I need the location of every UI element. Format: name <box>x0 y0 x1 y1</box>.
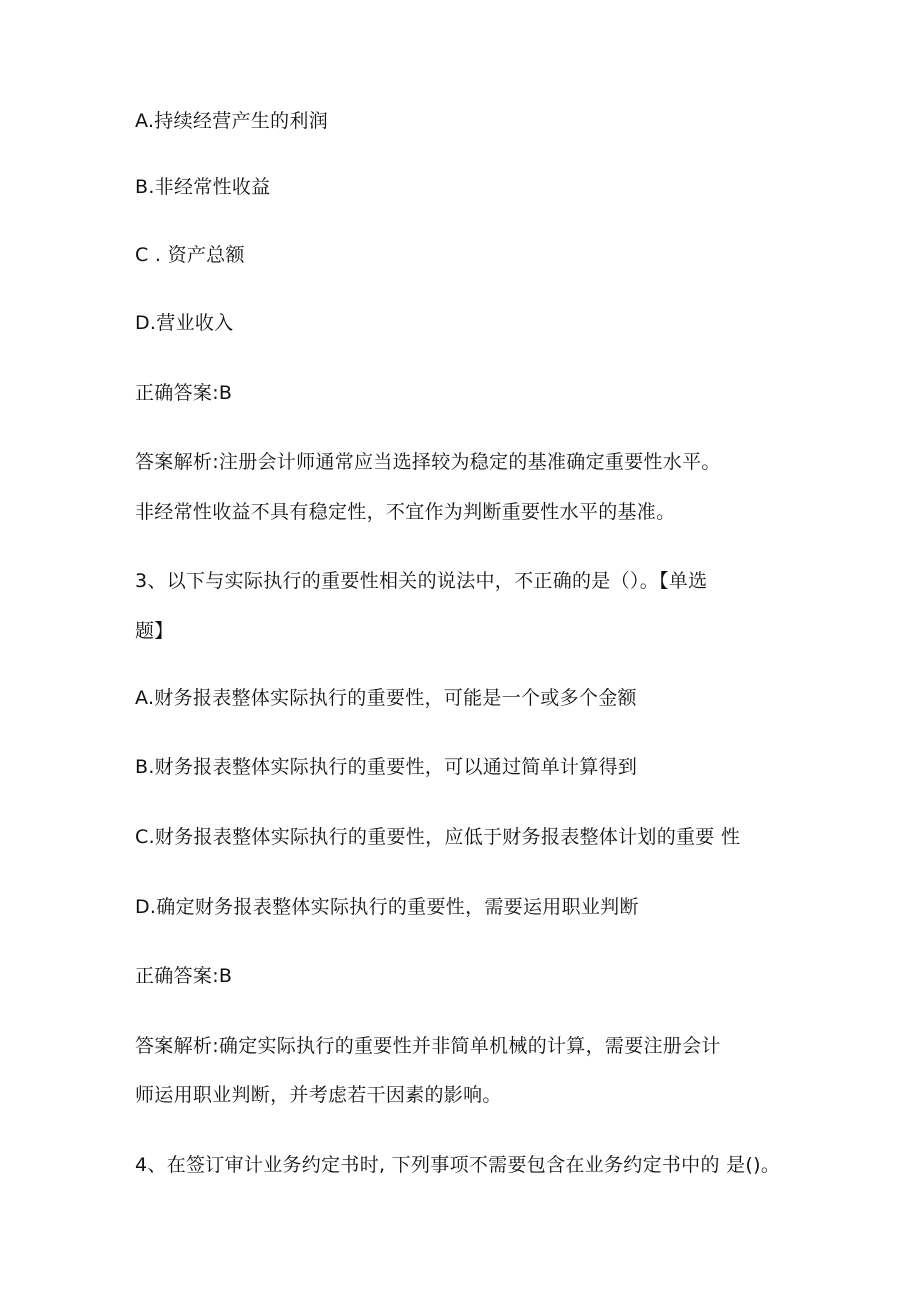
q2-option-d: D.营业收入 <box>135 312 234 334</box>
q2-analysis-line-2: 非经常性收益不具有稳定性，不宜作为判断重要性水平的基准。 <box>135 501 676 523</box>
q3-option-c: C.财务报表整体实际执行的重要性，应低于财务报表整体计划的重要 性 <box>135 826 741 848</box>
q3-analysis-line-1: 答案解析:确定实际执行的重要性并非简单机械的计算，需要注册会计 <box>135 1035 721 1057</box>
q3-option-d: D.确定财务报表整体实际执行的重要性，需要运用职业判断 <box>135 896 639 918</box>
q4-question-line-1: 4、在签订审计业务约定书时, 下列事项不需要包含在业务约定书中的 是()。 <box>135 1154 781 1176</box>
q3-analysis-line-2: 师运用职业判断，并考虑若干因素的影响。 <box>135 1084 502 1106</box>
q3-question-line-2: 题】 <box>135 620 174 642</box>
q2-correct-answer: 正确答案:B <box>135 382 233 404</box>
q2-option-a: A.持续经营产生的利润 <box>135 110 329 132</box>
q2-option-c: C . 资产总额 <box>135 244 245 266</box>
q3-correct-answer: 正确答案:B <box>135 965 233 987</box>
q2-option-b: B.非经常性收益 <box>135 176 271 198</box>
q2-analysis-line-1: 答案解析:注册会计师通常应当选择较为稳定的基准确定重要性水平。 <box>135 451 721 473</box>
q3-option-a: A.财务报表整体实际执行的重要性，可能是一个或多个金额 <box>135 687 637 709</box>
q3-question-line-1: 3、以下与实际执行的重要性相关的说法中，不正确的是（）。【单选 <box>135 570 708 592</box>
q3-option-b: B.财务报表整体实际执行的重要性，可以通过简单计算得到 <box>135 756 638 778</box>
